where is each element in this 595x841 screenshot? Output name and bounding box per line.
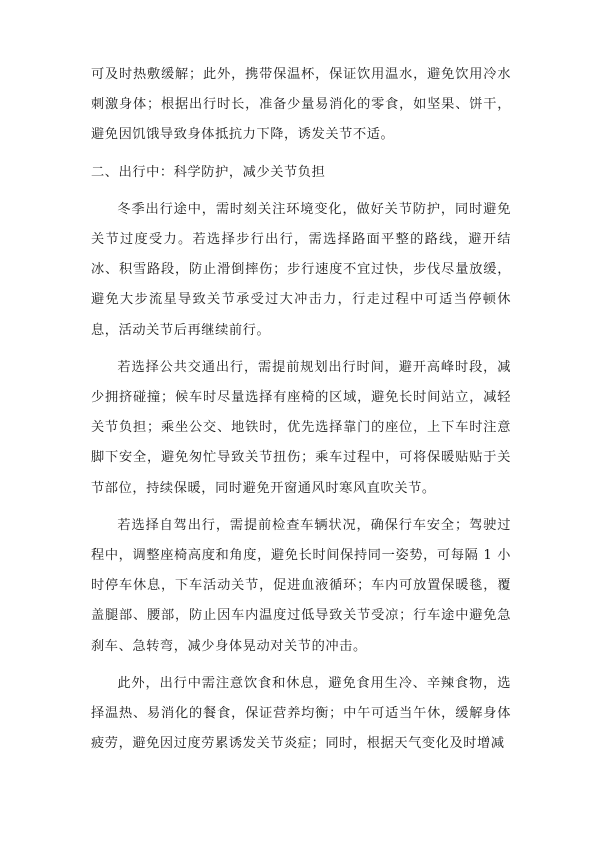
document-body xyxy=(91,60,511,766)
continued-paragraph: 可及时热敷缓解；此外，携带保温杯，保证饮用温水，避免饮用冷水刺激身体；根据出行时长，准备少量易消化的零食，如坚果、饼干，避免因饥饿导致身体抵抗力下降，诱发关节不适。 xyxy=(91,67,511,143)
paragraph-walking: 冬季出行途中，需时刻关注环境变化，做好关节防护，同时避免关节过度受力。若选择步行出行，需选择路面平整的路线，避开结冰、积雪路段，防止滑倒摔伤；步行速度不宜过快，步伐尽量放缓，避免大步流星导致关节承受过大冲击力，行走过程中可适当停顿休息，活动关节后再继续前行。 xyxy=(91,201,511,338)
section-heading: 二、出行中：科学防护，减少关节负担 xyxy=(91,164,326,180)
paragraph-diet-rest: 此外，出行中需注意饮食和休息，避免食用生冷、辛辣食物，选择温热、易消化的餐食，保证营养均衡；中午可适当午休，缓解身体疲劳，避免因过度劳累诱发关节炎症；同时，根据天气变化及时增减 xyxy=(91,675,511,752)
paragraph-self-driving: 若选择自驾出行，需提前检查车辆状况，确保行车安全；驾驶过程中，调整座椅高度和角度，避免长时间保持同一姿势，可每隔 1 小时停车休息，下车活动关节，促进血液循环；车内可放置保暖毯，覆盖腿部、腰部，防止因车内温度过低导致关节受凉；行车途中避免急刹车、急转弯，减少身体晃动对关节的冲击。 xyxy=(91,517,511,654)
paragraph-public-transport: 若选择公共交通出行，需提前规划出行时间，避开高峰时段，减少拥挤碰撞；候车时尽量选择有座椅的区域，避免长时间站立，减轻关节负担；乘坐公交、地铁时，优先选择靠门的座位，上下车时注意脚下安全，避免匆忙导致关节扭伤；乘车过程中，可将保暖贴贴于关节部位，持续保暖，同时避免开窗通风时寒风直吹关节。 xyxy=(91,359,511,496)
